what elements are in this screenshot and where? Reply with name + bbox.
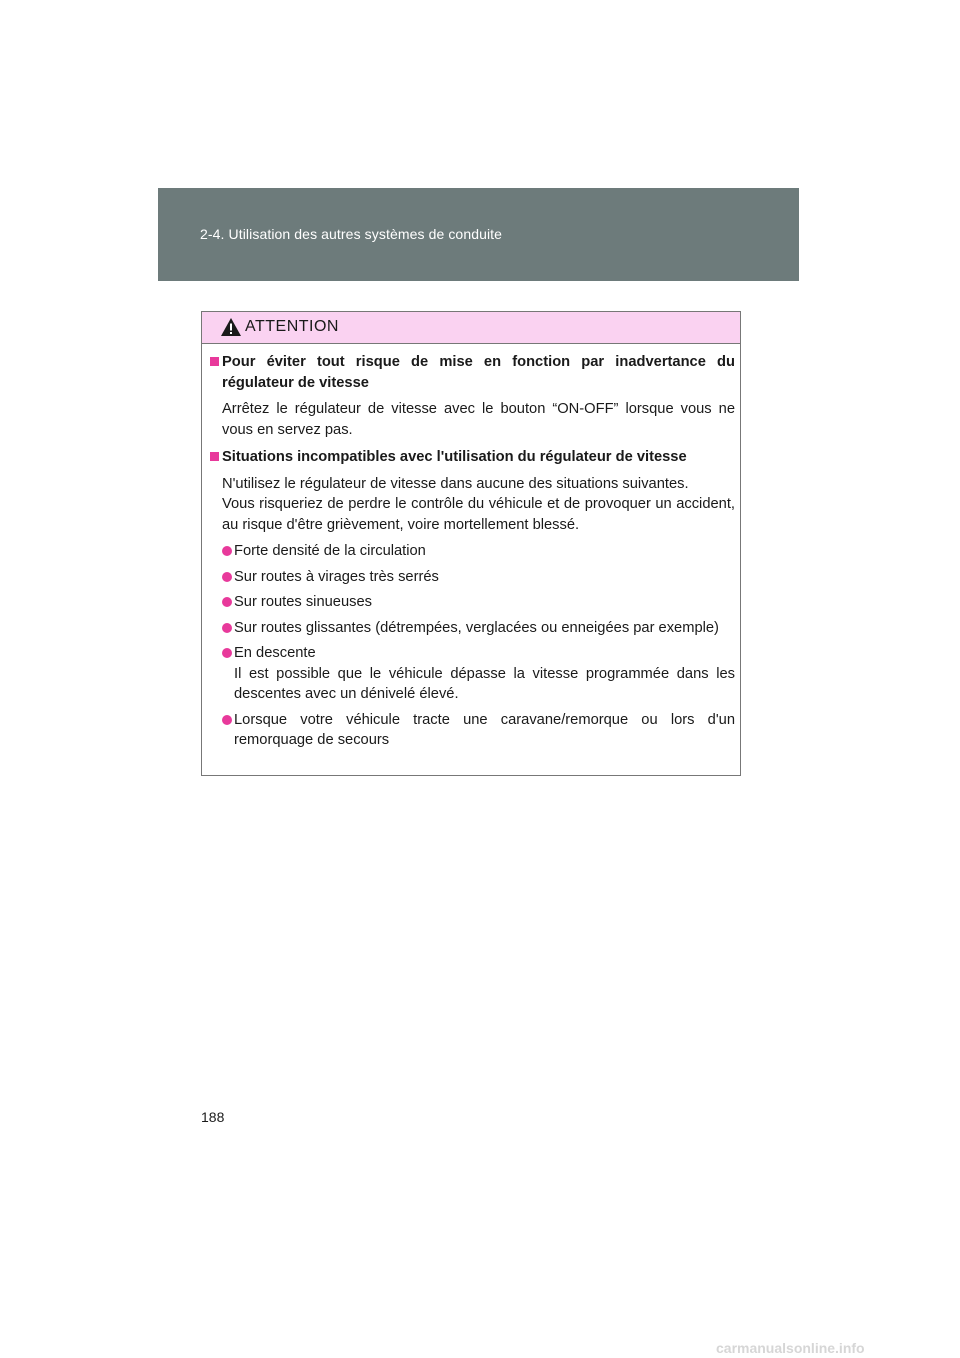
circle-bullet-icon bbox=[222, 597, 232, 607]
list-item bbox=[222, 618, 735, 639]
circle-bullet-icon bbox=[222, 648, 232, 658]
square-bullet-icon bbox=[210, 357, 219, 366]
item-body bbox=[222, 474, 735, 536]
chapter-header-band bbox=[158, 188, 799, 281]
list-item bbox=[222, 643, 735, 705]
list-item-text: Sur routes sinueuses bbox=[234, 594, 372, 610]
list-item-subtext: Il est possible que le véhicule dépasse la vitesse programmée dans les descentes avec un dénivelé élevé. bbox=[234, 665, 735, 702]
item-body: Arrêtez le régulateur de vitesse avec le bouton “ON-OFF” lorsque vous ne vous en servez pas. bbox=[222, 401, 735, 438]
list-item-text: Forte densité de la circulation bbox=[234, 543, 426, 559]
list-item bbox=[222, 592, 735, 613]
circle-bullet-icon bbox=[222, 572, 232, 582]
warning-item bbox=[210, 352, 735, 440]
square-bullet-icon bbox=[210, 452, 219, 461]
circle-bullet-icon bbox=[222, 623, 232, 633]
list-item-text: Lorsque votre véhicule tracte une caravane/remorque ou lors d'un remorquage de secours bbox=[234, 711, 735, 748]
list-item bbox=[222, 541, 735, 562]
item-title: Situations incompatibles avec l'utilisation du régulateur de vitesse bbox=[222, 449, 687, 465]
circle-bullet-icon bbox=[222, 546, 232, 556]
item-body-line: Vous risqueriez de perdre le contrôle du véhicule et de provoquer un accident, au risque d'être grièvement, voire mortellement blessé. bbox=[222, 496, 735, 533]
warning-triangle-icon bbox=[220, 317, 242, 337]
watermark: carmanualsonline.info bbox=[716, 1340, 865, 1356]
list-item bbox=[222, 567, 735, 588]
list-item-text: Sur routes à virages très serrés bbox=[234, 568, 439, 585]
warning-title: ATTENTION bbox=[245, 318, 339, 335]
list-item-text: En descente bbox=[234, 645, 316, 661]
page-number: 188 bbox=[201, 1109, 225, 1125]
warning-content bbox=[210, 352, 735, 756]
item-title: Pour éviter tout risque de mise en fonction par inadvertance du régulateur de vitesse bbox=[222, 354, 735, 391]
circle-bullet-icon bbox=[222, 715, 232, 725]
warning-header bbox=[202, 312, 740, 344]
item-body-line: N'utilisez le régulateur de vitesse dans aucune des situations suivantes. bbox=[222, 475, 689, 492]
warning-box bbox=[201, 311, 741, 776]
list-item bbox=[222, 710, 735, 751]
section-title: 2-4. Utilisation des autres systèmes de conduite bbox=[200, 226, 503, 242]
bullet-list bbox=[222, 541, 735, 751]
list-item-text: Sur routes glissantes (détrempées, verglacées ou enneigées par exemple) bbox=[234, 619, 719, 636]
warning-item bbox=[210, 447, 735, 751]
